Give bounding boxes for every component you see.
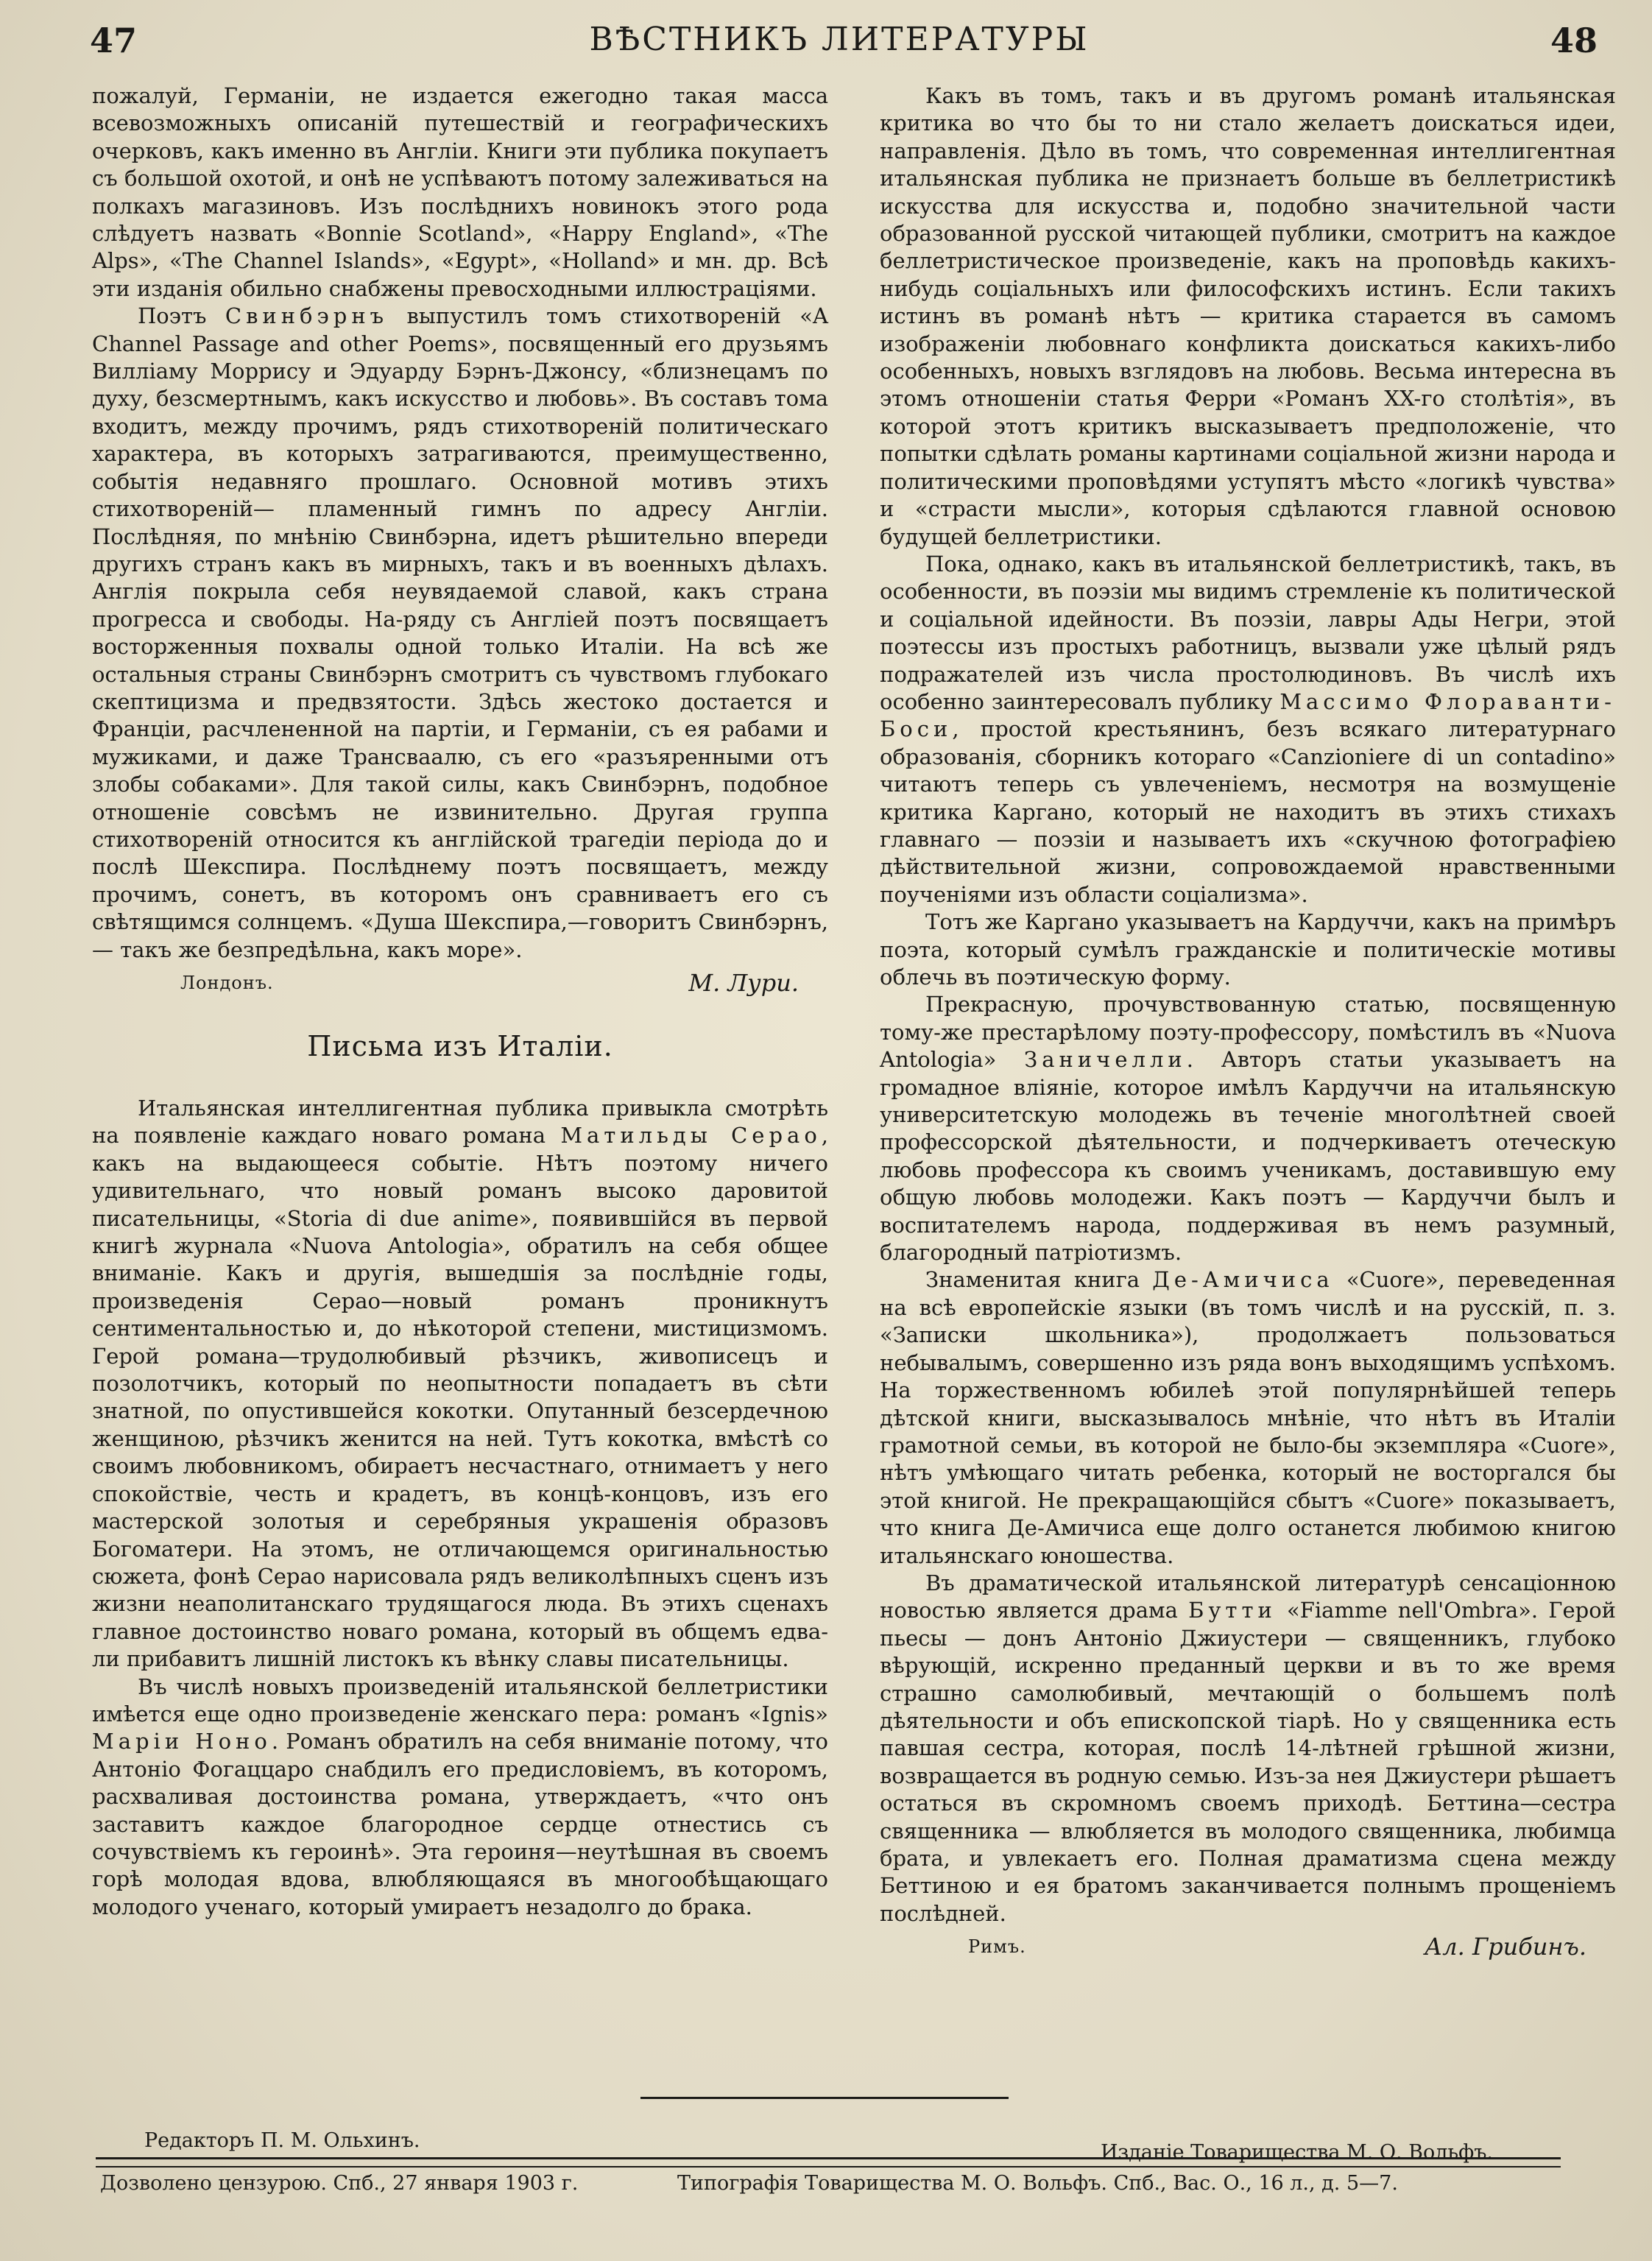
journal-title: ВѢСТНИКЪ ЛИТЕРАТУРЫ <box>589 21 1090 58</box>
text-run: , какъ на выдающееся событіе. Нѣтъ поэтому ничего удивительнаго, что новый романъ высоко даровитой писательницы, «Storia di due anime», появившійся въ первой книгѣ журнала «Nuova Antologia», обратилъ на себя общее вниманіе. Какъ и другія, вышедшія за послѣдніе годы, произведенія Серао—новый романъ проникнутъ сентиментальностью и, до нѣкоторой степени, мистицизмомъ. Герой романа—трудолюбивый рѣзчикъ, живописецъ и позолотчикъ, который по неопытности попадаетъ въ сѣти знатной, по опустившейся кокотки. Опутанный безсердечною женщиною, рѣзчикъ женится на ней. Тутъ кокотка, вмѣстѣ со своимъ любовникомъ, обираетъ несчастнаго, отнимаетъ у него спокойствіе, честь и крадетъ, въ концѣ-концовъ, изъ его мастерской золотыя и серебряныя украшенія образовъ Богоматери. На этомъ, не отличающемся оригинальностью сюжета, фонѣ Серао нарисовала рядъ великолѣпныхъ сценъ изъ жизни неаполитанскаго трудящагося люда. Въ этихъ сценахъ главное достоинство новаго романа, который въ общемъ едва-ли прибавитъ лишній листокъ къ вѣнку славы писательницы. <box>92 1123 828 1672</box>
text-run: «Fiamme nell'Ombra». Герой пьесы — донъ Антоніо Джиустери — священникъ, глубоко вѣрующій, искренно преданный церкви и въ то же время страшно самолюбивый, мечтающій о большемъ полѣ дѣятельности и объ епископской тіарѣ. Но у священника есть павшая сестра, которая, послѣ 14-лѣтней грѣшной жизни, возвращается въ родную семью. Изъ-за нея Джиустери рѣшаетъ остаться въ скромномъ своемъ приходѣ. Беттина—сестра священника — влюбляется въ молодого священника, любимца брата, и увлекаетъ его. Полная драматизма сцена между Беттиною и ея братомъ заканчивается полнымъ прощеніемъ послѣдней. <box>880 1598 1616 1926</box>
paragraph: Тотъ же Каргано указываетъ на Кардуччи, какъ на примѣръ поэта, который сумѣлъ гражданскіе и политическіе мотивы облечь въ поэтическую форму. <box>880 909 1616 990</box>
article-signature <box>880 1930 1616 1963</box>
section-title: Письма изъ Италіи. <box>307 1030 613 1062</box>
signature-author: М. Лури. <box>688 969 799 997</box>
text-run: . Романъ обратилъ на себя вниманіе потому, что Антоніо Фогаццаро снабдилъ его предисловіемъ, въ которомъ, расхваливая достоинства романа, утверждаетъ, «что онъ заставитъ каждое благородное сердце отнестись съ сочувствіемъ къ героинѣ». Эта героиня—неутѣшная въ своемъ горѣ молодая вдова, влюбляющаяся въ многообѣщающаго молодого ученаго, который умираетъ незадолго до брака. <box>92 1729 828 1919</box>
page-number-right: 48 <box>1550 21 1598 60</box>
page-header <box>81 13 1598 65</box>
printer-note: Типографія Товарищества М. О. Вольфъ. Спб., Вас. О., 16 л., д. 5—7. <box>677 2172 1398 2195</box>
paragraph <box>92 1095 828 1673</box>
person-name: Заничелли <box>1024 1047 1187 1073</box>
person-name: Массимо Флораванти-Боси <box>880 688 1616 742</box>
text-run: Поэтъ <box>138 303 225 329</box>
paragraph <box>92 303 828 964</box>
signature-place: Лондонъ. <box>180 973 274 993</box>
page-footer <box>96 2129 1561 2225</box>
left-column <box>92 82 828 1921</box>
page-number-left: 47 <box>90 21 138 60</box>
text-run: выпустилъ томъ стихотвореній «A Channel Passage and other Poems», посвященный его друзьямъ Вилліаму Моррису и Эдуарду Бэрнъ-Джонсу, «близнецамъ по духу, безсмертнымъ, какъ искусство и любовь». Въ составъ тома входитъ, между прочимъ, рядъ стихотвореній политическаго характера, въ которыхъ затрагиваются, преимущественно, событія недавняго прошлаго. Основной мотивъ этихъ стихотвореній— пламенный гимнъ по адресу Англіи. Послѣдняя, по мнѣнію Свинбэрна, идетъ рѣшительно впереди другихъ странъ какъ въ мирныхъ, такъ и въ военныхъ дѣлахъ. Англія покрыла себя неувядаемой славой, какъ страна прогресса и свободы. На-ряду съ Англіей поэтъ посвящаетъ восторженныя похвалы одной только Италіи. На всѣ же остальныя страны Свинбэрнъ смотритъ съ чувствомъ глубокаго скептицизма и предвзятости. Здѣсь жестоко достается и Франціи, расчлененной на партіи, и Германіи, съ ея рабами и мужиками, и даже Трансваалю, съ его «разъяренными отъ злобы собаками». Для такой силы, какъ Свинбэрнъ, подобное отношеніе совсѣмъ не извинительно. Другая группа стихотвореній относится къ англійской трагедіи періода до и послѣ Шекспира. Послѣднему поэтъ посвящаетъ, между прочимъ, сонетъ, въ которомъ онъ сравниваетъ его съ свѣтящимся солнцемъ. «Душа Шекспира,—говоритъ Свинбэрнъ, — такъ же безпредѣльна, какъ море». <box>92 303 828 962</box>
text-run: «Cuore», переведенная на всѣ европейскіе языки (въ томъ числѣ и на русскій, п. з. «Записки школьника»), продолжаетъ пользоваться небывалымъ, совершенно изъ ряда вонъ выходящимъ успѣхомъ. На торжественномъ юбилеѣ этой популярнѣйшей теперь дѣтской книги, высказывалось мнѣніе, что нѣтъ въ Италіи грамотной семьи, въ которой не было-бы экземпляра «Cuore», нѣтъ умѣющаго читать ребенка, который не восторгался бы этой книгой. Не прекращающійся сбытъ «Cuore» показываетъ, что книга Де-Амичиса еще долго останется любимою книгою итальянскаго юношества. <box>880 1267 1616 1568</box>
person-name: Маріи Ноно <box>92 1729 272 1754</box>
paragraph <box>92 1673 828 1922</box>
text-run: , простой крестьянинъ, безъ всякаго литературнаго образованія, сборникъ котораго «Canzioniere di un contadino» читаютъ теперь съ увлеченіемъ, несмотря на возмущеніе критика Каргано, который не находитъ въ этихъ стихахъ главнаго — поэзіи и называетъ ихъ «скучною фотографіею дѣйствительной жизни, сопровождаемой нравственными поученіями изъ области соціализма». <box>880 716 1616 907</box>
person-name: Свинбэрнъ <box>225 303 389 329</box>
text-run: Прекрасную, прочувствованную статью, посвященную тому-же престарѣлому поэту-профессору, помѣстилъ въ «Nuova Antologia» <box>880 992 1616 1073</box>
text-run: Знаменитая книга <box>925 1267 1153 1293</box>
divider-rule <box>640 2097 1009 2099</box>
editor-credit: Редакторъ П. М. Ольхинъ. <box>144 2129 420 2152</box>
text-run: Пока, однако, какъ въ итальянской беллетристикѣ, такъ, въ особенности, въ поэзіи мы видимъ стремленіе къ политической и соціальной идейности. Въ поэзіи, лавры Ады Негри, этой поэтессы изъ простыхъ работницъ, вызвали уже цѣлый рядъ подражателей изъ числа простолюдиновъ. Въ числѣ ихъ особенно заинтересовалъ публику <box>880 551 1616 714</box>
paragraph: Какъ въ томъ, такъ и въ другомъ романѣ итальянская критика во что бы то ни стало желаетъ доискаться идеи, направленія. Дѣло въ томъ, что современная интеллигентная итальянская публика не признаетъ больше въ беллетристикѣ искусства для искусства и, подобно значительной части образованной русской читающей публики, смотритъ на каждое беллетристическое произведеніе, какъ на проповѣдь какихъ-нибудь соціальныхъ или философскихъ истинъ. Если такихъ истинъ въ романѣ нѣтъ — критика старается въ самомъ изображеніи любовнаго конфликта доискаться какихъ-либо особенныхъ, новыхъ взглядовъ на любовь. Весьма интересна въ этомъ отношеніи статья Ферри «Романъ XX-го столѣтія», въ которой этотъ критикъ высказываетъ предположеніе, что попытки сдѣлать романы картинами соціальной жизни народа и политическими проповѣдями уступятъ мѣсто «логикѣ чувства» и «страсти мысли», которыя сдѣлаются главной основою будущей беллетристики. <box>880 83 1616 549</box>
publisher-credit: Изданіе Товарищества М. О. Вольфъ. <box>1101 2141 1493 2164</box>
right-column <box>880 82 1616 1963</box>
footer-rule <box>96 2157 1561 2159</box>
text-run: Въ драматической итальянской литературѣ сенсаціонною новостью является драма <box>880 1570 1616 1623</box>
signature-place: Римъ. <box>968 1936 1026 1958</box>
paragraph <box>880 1570 1616 1927</box>
article-signature <box>92 967 828 999</box>
text-run: Въ числѣ новыхъ произведеній итальянской беллетристики имѣется еще одно произведеніе женскаго пера: романъ «Ignis» <box>92 1673 828 1726</box>
paragraph <box>880 991 1616 1266</box>
person-name: Матильды Серао <box>560 1123 822 1149</box>
footer-rule <box>96 2166 1561 2167</box>
paragraph <box>880 551 1616 909</box>
text-run: . Авторъ статьи указываетъ на громадное вліяніе, которое имѣлъ Кардуччи на итальянскую университетскую молодежь въ теченіе многолѣтней своей профессорской дѣятельности, и подчеркиваетъ отеческую любовь профессора къ своимъ ученикамъ, доставившую ему общую любовь молодежи. Какъ поэтъ — Кардуччи былъ и воспитателемъ народа, поддерживая въ немъ разумный, благородный патріотизмъ. <box>880 1047 1617 1266</box>
paragraph: пожалуй, Германіи, не издается ежегодно такая масса всевозможныхъ описаній путешествій и географическихъ очерковъ, какъ именно въ Англіи. Книги эти публика покупаетъ съ большой охотой, и онѣ не успѣваютъ потому залеживаться на полкахъ магазиновъ. Изъ послѣднихъ новинокъ этого рода слѣдуетъ назвать «Bonnie Scotland», «Happy England», «The Alps», «The Channel Islands», «Egypt», «Holland» и мн. др. Всѣ эти изданія обильно снабжены превосходными иллюстраціями. <box>92 83 828 301</box>
paragraph <box>880 1266 1616 1569</box>
signature-author: Ал. Грибинъ. <box>1425 1933 1586 1961</box>
text-run: Итальянская интеллигентная публика привыкла смотрѣть на появленіе каждаго новаго романа <box>92 1096 828 1149</box>
censorship-note: Дозволено цензурою. Спб., 27 января 1903 г. <box>100 2172 579 2195</box>
person-name: Де-Амичиса <box>1152 1267 1334 1293</box>
person-name: Бутти <box>1188 1598 1277 1623</box>
